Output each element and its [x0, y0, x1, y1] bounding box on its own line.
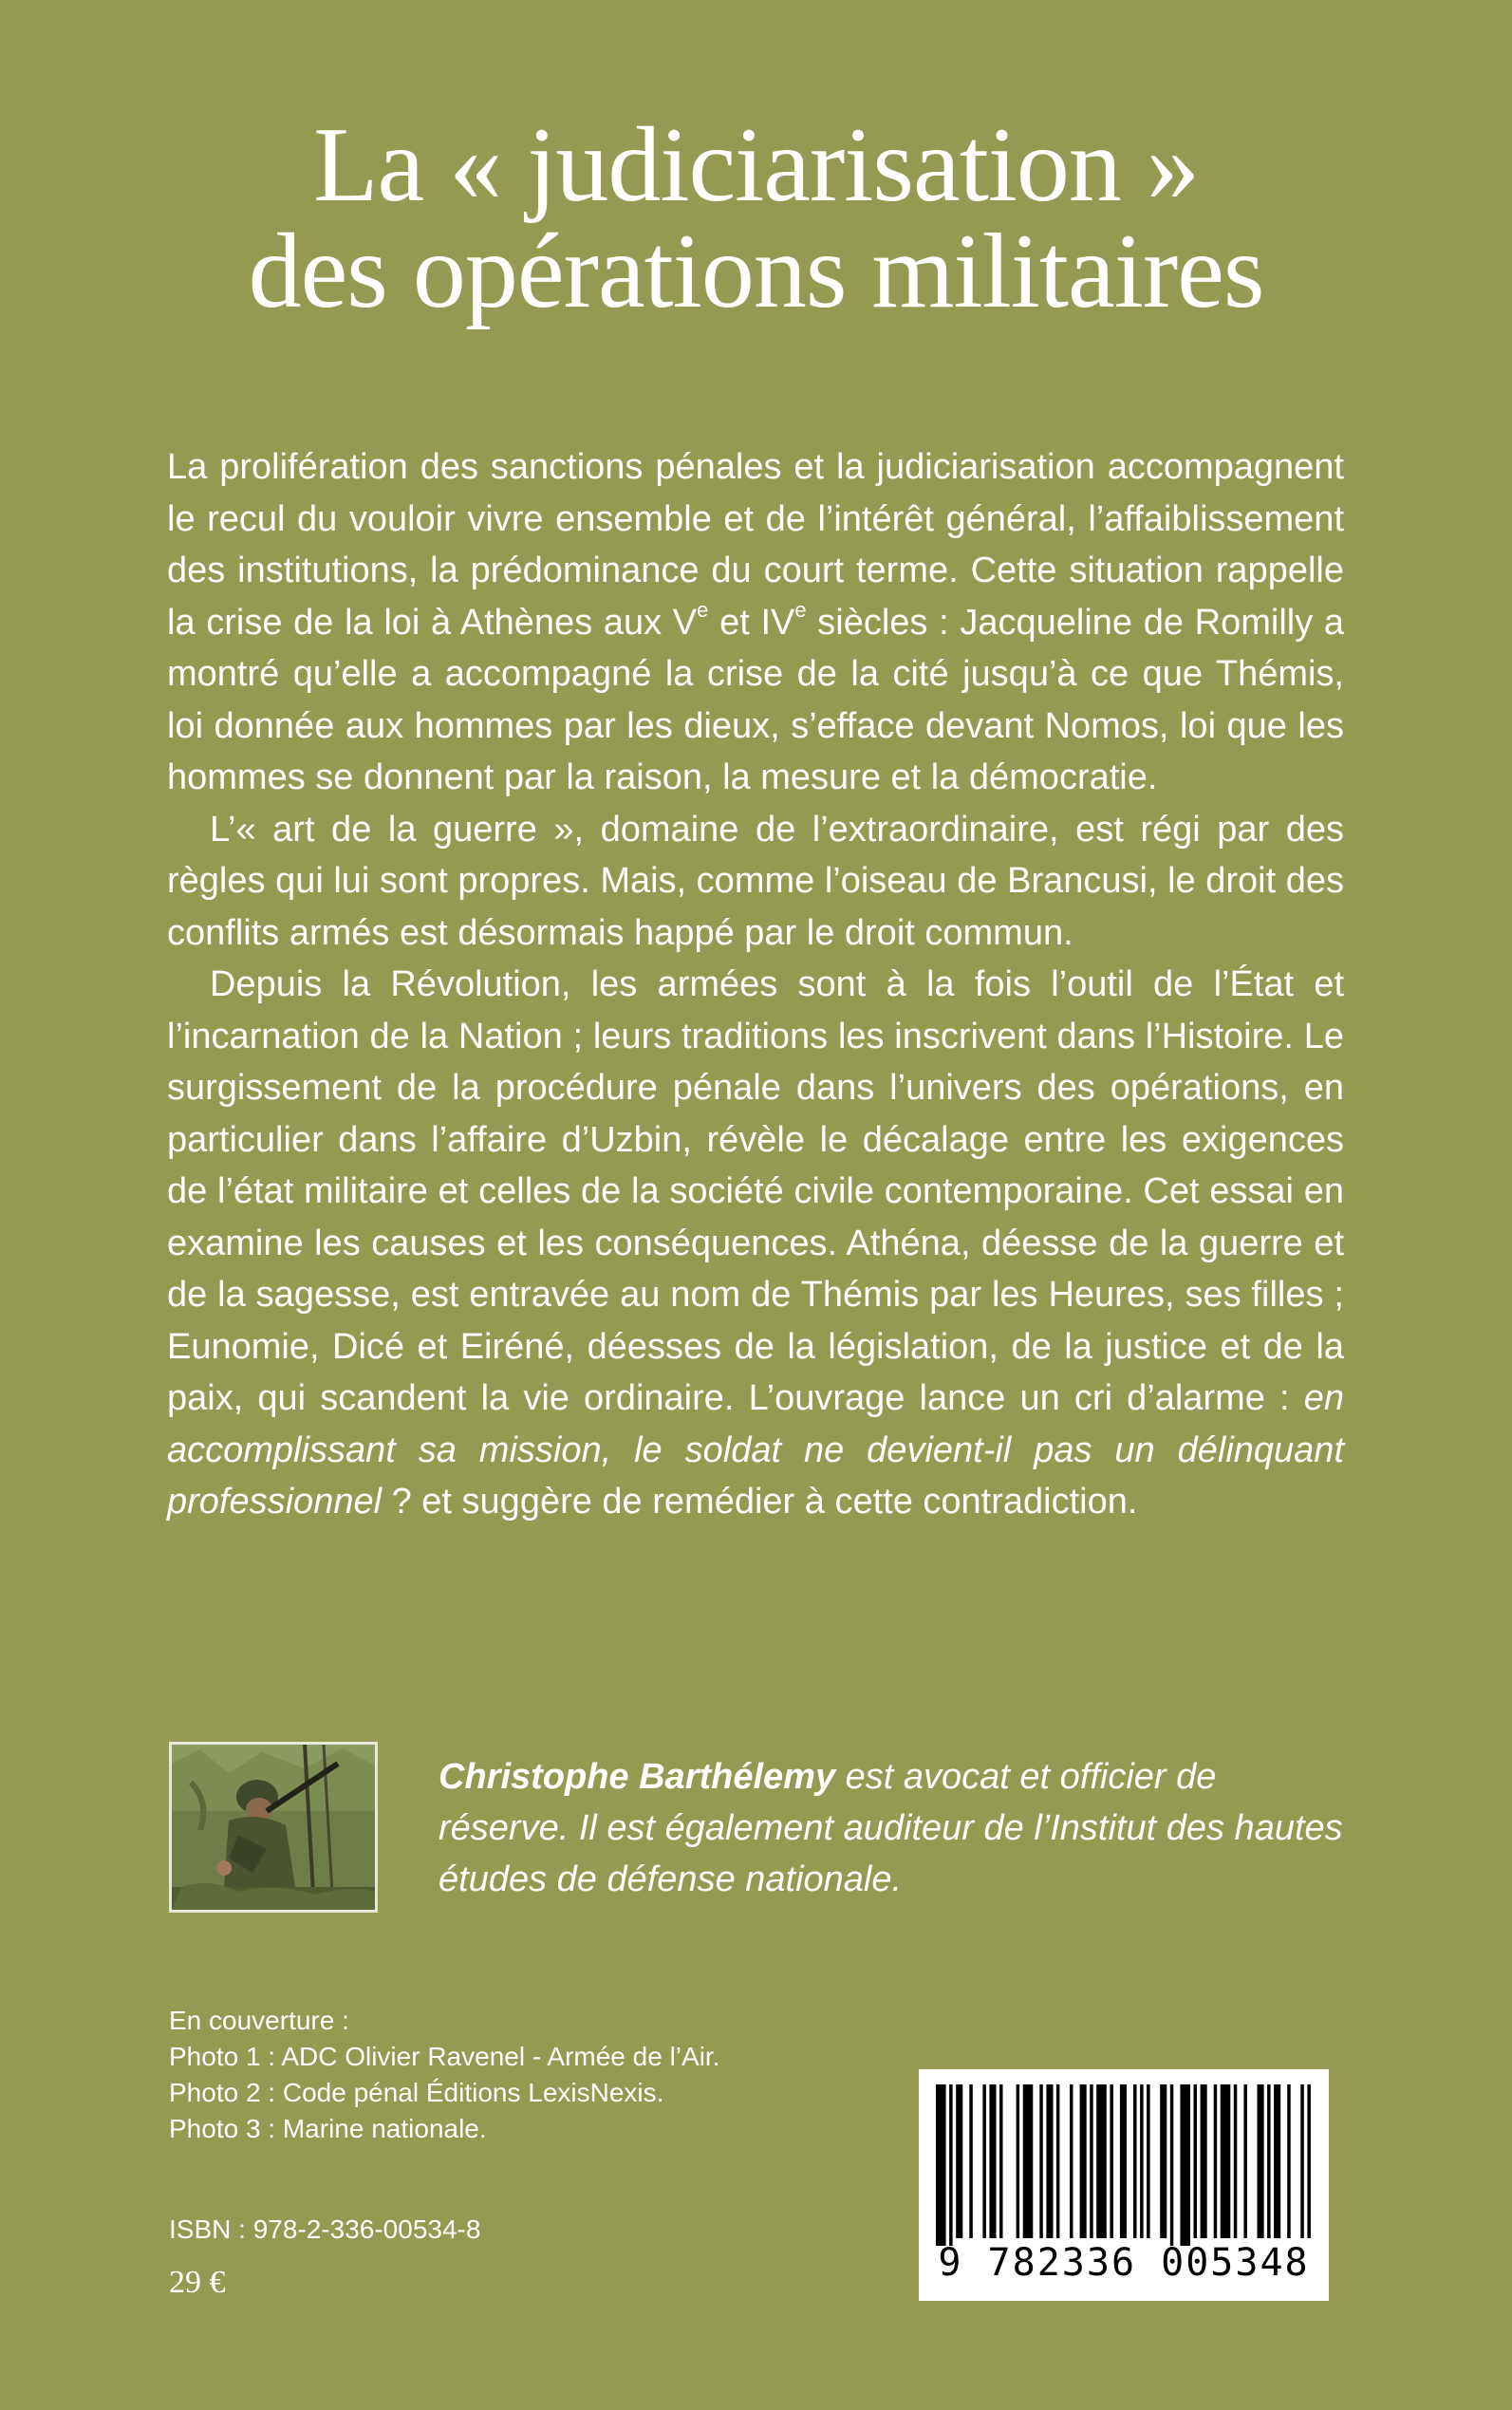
- barcode-bar: [1300, 2084, 1304, 2238]
- barcode: [919, 2069, 1329, 2301]
- credit-photo-2: Photo 2 : Code pénal Éditions LexisNexis.: [169, 2078, 664, 2107]
- barcode-bar: [1070, 2084, 1073, 2238]
- author-description: est avocat et officier de réserve. Il est également auditeur de l’Institut des hautes études de défense nationale.: [439, 1757, 1343, 1899]
- barcode-bar: [1274, 2084, 1280, 2238]
- barcode-bar: [989, 2084, 996, 2238]
- barcode-bar: [956, 2084, 962, 2238]
- barcode-bar: [1234, 2084, 1238, 2238]
- barcode-bar: [1120, 2084, 1127, 2238]
- barcode-bar: [1267, 2084, 1271, 2238]
- barcode-bar: [1080, 2084, 1087, 2238]
- barcode-bar: [1214, 2084, 1218, 2238]
- barcode-bar: [1147, 2084, 1150, 2238]
- credit-photo-3: Photo 3 : Marine nationale.: [169, 2114, 487, 2143]
- soldier-photo-illustration: [172, 1745, 375, 1910]
- barcode-bar: [1017, 2084, 1020, 2238]
- barcode-bar: [1243, 2084, 1247, 2238]
- barcode-bar: [1180, 2084, 1190, 2246]
- barcode-bar: [982, 2084, 986, 2238]
- barcode-bar: [1140, 2084, 1144, 2238]
- credits-heading: En couverture :: [169, 2006, 349, 2035]
- barcode-bar: [1221, 2084, 1231, 2238]
- barcode-bar: [949, 2084, 953, 2246]
- summary-paragraph-1: La prolifération des sanctions pénales et la judiciarisation accompagnent le recul du vouloir vivre ensemble et de l’intérêt général, l’affaiblissement des institutions, la prédominance du court terme. Cette situation rappelle la crise de la loi à Athènes aux Ve et IVe siècles : Jacqueline de Romilly a montré qu’elle a accompagné la crise de la cité jusqu’à ce que Thémis, loi donnée aux hommes par les dieux, s’efface devant Nomos, loi que les hommes se donnent par la raison, la mesure et la démocratie.: [167, 447, 1345, 797]
- title-line-2: des opérations militaires: [248, 213, 1264, 330]
- barcode-bar: [1287, 2084, 1291, 2238]
- barcode-bar: [1194, 2084, 1198, 2238]
- barcode-bar: [1110, 2084, 1113, 2238]
- author-bio: [439, 1751, 1350, 1905]
- barcode-bar: [1201, 2084, 1207, 2238]
- barcode-bar: [1023, 2084, 1034, 2238]
- barcode-bar: [1046, 2084, 1053, 2238]
- isbn: ISBN : 978-2-336-00534-8: [169, 2214, 481, 2244]
- price: 29 €: [169, 2265, 226, 2300]
- barcode-digits: 9 782336 005348: [938, 2241, 1310, 2285]
- barcode-bar: [936, 2084, 946, 2246]
- barcode-bar: [1170, 2084, 1174, 2246]
- cover-credits: [169, 2003, 719, 2147]
- barcode-bar: [1096, 2084, 1107, 2238]
- author-photo: [169, 1742, 378, 1913]
- barcode-bar: [969, 2084, 973, 2238]
- author-name: Christophe Barthélemy: [439, 1757, 836, 1797]
- barcode-bar: [1133, 2084, 1137, 2238]
- barcode-bar: [1056, 2084, 1060, 2238]
- book-title: [0, 106, 1512, 330]
- summary-paragraph-3: Depuis la Révolution, les armées sont à la fois l’outil de l’État et l’incarnation de la Nation ; leurs traditions les inscrivent dans l’Histoire. Le surgissement de la procédure pénale dans l’univers des opérations, en particulier dans l’affaire d’Uzbin, révèle le décalage entre les exigences de l’état militaire et celles de la société civile contemporaine. Cet essai en examine les causes et les conséquences. Athéna, déesse de la guerre et de la sagesse, est entravée au nom de Thémis par les Heures, ses filles ; Eunomie, Dicé et Eiréné, déesses de la législation, de la justice et de la paix, qui scandent la vie ordinaire. L’ouvrage lance un cri d’alarme : en accomplissant sa mission, le soldat ne devient-il pas un délinquant professionnel ? et suggère de remédier à cette contradiction.: [167, 964, 1344, 1522]
- barcode-bar: [999, 2084, 1003, 2238]
- barcode-bar: [1160, 2084, 1167, 2238]
- barcode-bar: [1307, 2084, 1311, 2238]
- summary-paragraph-2: L’« art de la guerre », domaine de l’extraordinaire, est régi par des règles qui lui sont propres. Mais, comme l’oiseau de Brancusi, le droit des conflits armés est désormais happé par le droit commun.: [167, 809, 1344, 953]
- back-cover-summary: [167, 441, 1344, 1528]
- barcode-bar: [1039, 2084, 1043, 2238]
- title-line-1: La « judiciarisation »: [313, 106, 1199, 224]
- credit-photo-1: Photo 1 : ADC Olivier Ravenel - Armée de l’Air.: [169, 2042, 720, 2071]
- barcode-bar: [1258, 2084, 1264, 2238]
- barcode-bar: [1090, 2084, 1093, 2238]
